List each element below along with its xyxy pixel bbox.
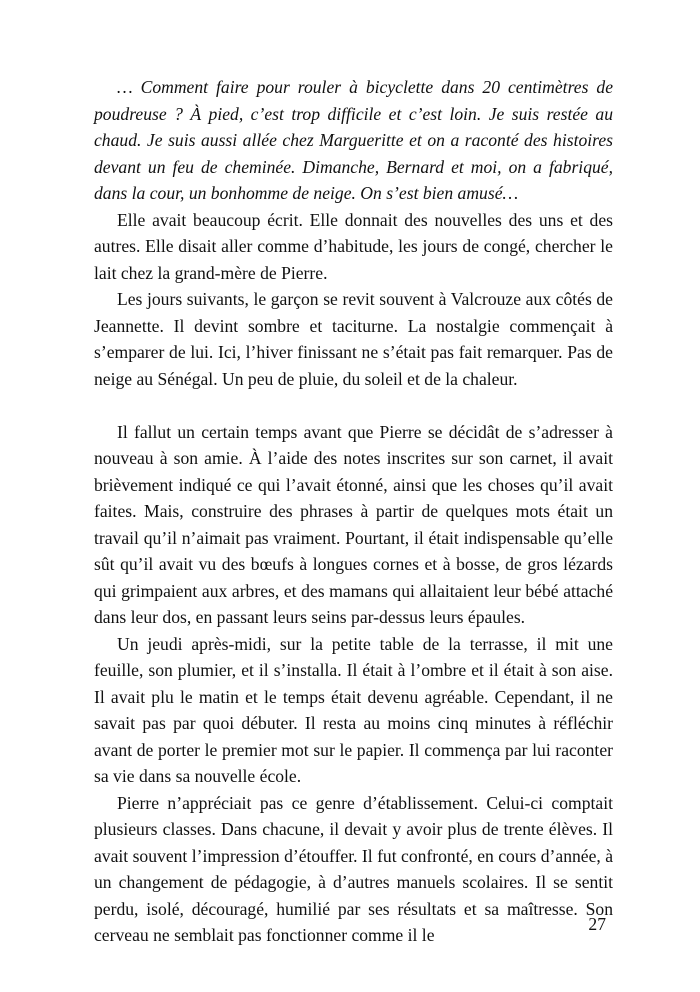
paragraph: Les jours suivants, le garçon se revit souvent à Valcrouze aux côtés de Jeannette. Il devint sombre et taciturne. La nostalgie commençait à s’emparer de lui. Ici, l’hiver finissant ne s’était pas fait remarquer. Pas de neige au Sénégal. Un peu de pluie, du soleil et de la chaleur. — [94, 289, 613, 389]
paragraph: Elle avait beaucoup écrit. Elle donnait des nouvelles des uns et des autres. Elle disait aller comme d’habitude, les jours de congé, chercher le lait chez la grand-mère de Pierre. — [94, 209, 613, 283]
paragraph: Pierre n’appréciait pas ce genre d’établissement. Celui-ci comptait plusieurs classes. Dans chacune, il devait y avoir plus de trente élèves. Il avait souvent l’impression d’étouffer. Il fut confronté, en cours d’année, à un changement de pédagogie, à d’autres manuels scolaires. Il se sentit perdu, isolé, découragé, humilié par ses résultats et sa maîtresse. Son cerveau ne semblait pas fonctionner comme il le — [94, 792, 614, 945]
body-text — [94, 74, 613, 949]
paragraph: Il fallut un certain temps avant que Pierre se décidât de s’adresser à nouveau à son amie. À l’aide des notes inscrites sur son carnet, il avait brièvement indiqué ce qui l’avait étonné, ainsi que les choses qu’il avait faites. Mais, construire des phrases à partir de quelques mots était un travail qu’il n’aimait pas vraiment. Pourtant, il était indispensable qu’elle sût qu’il avait vu des bœufs à longues cornes et à bosse, de gros lézards qui grimpaient aux arbres, et des mamans qui allaitaient leur bébé attaché dans leur dos, en passant leurs seins par-dessus leurs épaules. — [94, 421, 613, 627]
page-number: 27 — [588, 914, 606, 934]
letter-excerpt: … Comment faire pour rouler à bicyclette dans 20 centimètres de poudreuse ? À pied, c’est trop difficile et c’est loin. Je suis restée au chaud. Je suis aussi allée chez Margueritte et on a raconté des histoires devant un feu de cheminée. Dimanche, Bernard et moi, on a fabriqué, dans la cour, un bonhomme de neige. On s’est bien amusé… — [94, 77, 613, 203]
paragraph: Un jeudi après-midi, sur la petite table de la terrasse, il mit une feuille, son plumier, et il s’installa. Il était à l’ombre et il était à son aise. Il avait plu le matin et le temps était devenu agréable. Cependant, il ne savait pas par quoi débuter. Il resta au moins cinq minutes à réfléchir avant de porter le premier mot sur le papier. Il commença par lui raconter sa vie dans sa nouvelle école. — [94, 633, 613, 786]
